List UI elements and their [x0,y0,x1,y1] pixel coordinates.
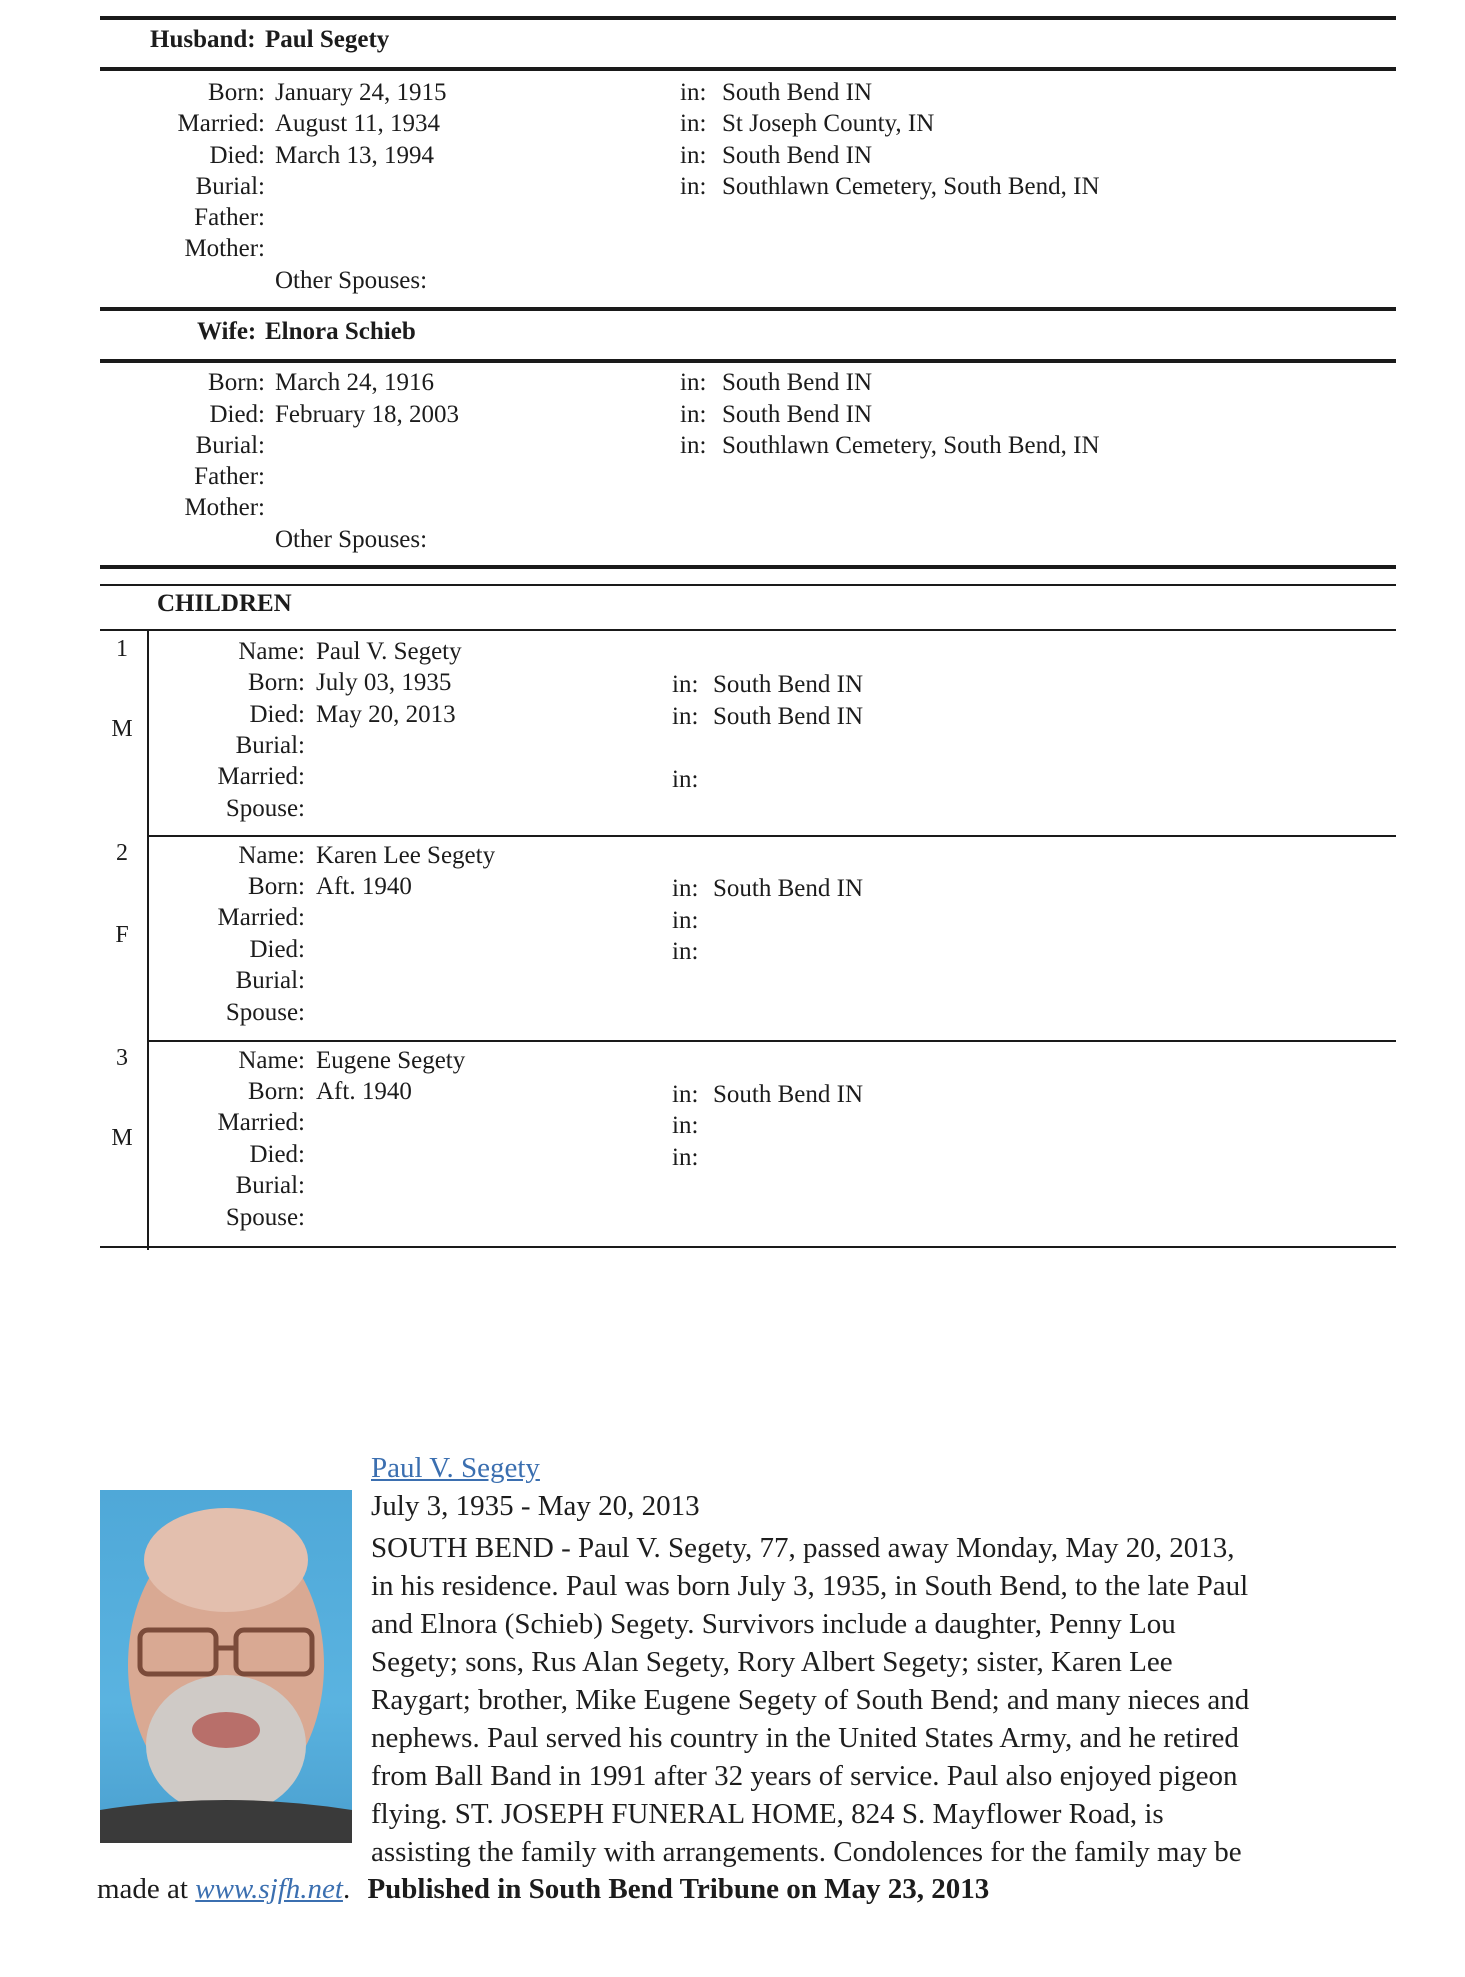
wife-burial-in: in: [680,432,707,459]
wife-born-label: Born: [208,369,265,396]
wife-born-value: March 24, 1916 [275,369,434,396]
wife-name: Elnora Schieb [265,318,416,345]
child-3-spouse-label: Spouse: [225,1204,305,1231]
child-3-born-label: Born: [248,1078,305,1105]
wife-father-label: Father: [194,463,265,490]
child-1-died-value: May 20, 2013 [316,701,456,728]
husband-born-in: in: [680,79,707,106]
child-2-burial-label: Burial: [235,967,305,994]
wife-burial-place: Southlawn Cemetery, South Bend, IN [722,432,1100,459]
child-3-name-value: Eugene Segety [316,1047,466,1074]
obituary-photo [100,1490,352,1843]
published-note: Published in South Bend Tribune on May 23, 2013 [367,1873,990,1905]
child-1-name-label: Name: [238,638,305,665]
period: . [342,1873,351,1905]
child-1-sex: M [111,716,133,742]
husband-father-label: Father: [194,204,265,231]
obituary-line: and Elnora (Schieb) Segety. Survivors include a daughter, Penny Lou [371,1608,1176,1640]
wife-other-spouses: Other Spouses: [275,526,428,553]
wife-mother-label: Mother: [184,494,265,521]
child-2-married-label: Married: [217,904,305,931]
husband-heading-rule [100,67,1396,71]
child-2-born-place: South Bend IN [713,875,863,902]
husband-died-label: Died: [209,142,265,169]
child-1-married-in: in: [672,766,699,793]
child-2-name-value: Karen Lee Segety [316,842,496,869]
wife-born-in: in: [680,369,707,396]
husband-heading-label: Husband: [150,26,256,53]
obituary-dates: July 3, 1935 - May 20, 2013 [371,1490,700,1522]
husband-mother-label: Mother: [184,235,265,262]
wife-burial-label: Burial: [195,432,265,459]
wife-died-label: Died: [209,401,265,428]
child-3-sex: M [111,1125,133,1151]
obituary-body [371,1529,1401,1871]
wife-died-place: South Bend IN [722,401,872,428]
wife-born-place: South Bend IN [722,369,872,396]
husband-died-in: in: [680,142,707,169]
wife-top-rule [100,307,1396,311]
child-2-bottom-rule [147,1040,1396,1042]
husband-burial-place: Southlawn Cemetery, South Bend, IN [722,173,1100,200]
top-double-rule [100,16,1396,20]
husband-burial-in: in: [680,173,707,200]
child-2-born-value: Aft. 1940 [316,873,412,900]
husband-other-spouses: Other Spouses: [275,267,428,294]
husband-name: Paul Segety [265,26,390,53]
husband-married-label: Married: [177,110,265,137]
husband-died-value: March 13, 1994 [275,142,434,169]
obituary-line: Raygart; brother, Mike Eugene Segety of South Bend; and many nieces and [371,1684,1250,1716]
child-1-born-label: Born: [248,669,305,696]
children-top-rule-thick [100,565,1396,569]
child-3-born-place: South Bend IN [713,1081,863,1108]
obituary-line: nephews. Paul served his country in the United States Army, and he retired [371,1722,1239,1754]
child-3-married-label: Married: [217,1109,305,1136]
child-3-married-in: in: [672,1112,699,1139]
husband-born-label: Born: [208,79,265,106]
child-3-born-value: Aft. 1940 [316,1078,412,1105]
child-3-born-in: in: [672,1081,699,1108]
children-heading: CHILDREN [157,590,292,617]
child-3-burial-label: Burial: [235,1172,305,1199]
child-1-burial-label: Burial: [235,732,305,759]
child-2-sex: F [115,922,129,948]
child-1-died-label: Died: [249,701,305,728]
child-2-born-label: Born: [248,873,305,900]
child-2-died-label: Died: [249,936,305,963]
obituary-line: assisting the family with arrangements. Condolences for the family may be [371,1836,1242,1868]
obituary-line: SOUTH BEND - Paul V. Segety, 77, passed away Monday, May 20, 2013, [371,1532,1235,1564]
child-1-died-place: South Bend IN [713,703,863,730]
wife-heading-label: Wife: [197,318,257,345]
child-3-died-label: Died: [249,1141,305,1168]
children-top-rule-thin [100,584,1396,586]
child-1-born-in: in: [672,671,699,698]
child-2-spouse-label: Spouse: [225,999,305,1026]
children-bottom-rule [100,1246,1396,1248]
child-3-number: 3 [116,1045,128,1071]
husband-died-place: South Bend IN [722,142,872,169]
child-1-name-value: Paul V. Segety [316,638,462,665]
child-1-bottom-rule [147,835,1396,837]
obituary-name-link[interactable]: Paul V. Segety [371,1452,540,1484]
husband-married-in: in: [680,110,707,137]
child-2-born-in: in: [672,875,699,902]
husband-married-value: August 11, 1934 [275,110,441,137]
child-1-born-place: South Bend IN [713,671,863,698]
obituary-last-line [97,1873,989,1906]
husband-married-place: St Joseph County, IN [722,110,935,137]
child-1-born-value: July 03, 1935 [316,669,452,696]
website-link[interactable]: www.sjfh.net [195,1873,343,1905]
husband-born-value: January 24, 1915 [275,79,447,106]
child-2-name-label: Name: [238,842,305,869]
child-1-number: 1 [116,636,128,662]
child-3-died-in: in: [672,1144,699,1171]
child-2-died-in: in: [672,938,699,965]
obituary-line: in his residence. Paul was born July 3, 1935, in South Bend, to the late Paul [371,1570,1249,1602]
wife-died-in: in: [680,401,707,428]
children-heading-rule [100,629,1396,631]
wife-died-value: February 18, 2003 [275,401,459,428]
child-2-married-in: in: [672,907,699,934]
child-3-name-label: Name: [238,1047,305,1074]
child-2-number: 2 [116,840,128,866]
wife-heading-rule [100,359,1396,363]
obituary-line: from Ball Band in 1991 after 32 years of service. Paul also enjoyed pigeon [371,1760,1238,1792]
obituary-line: flying. ST. JOSEPH FUNERAL HOME, 824 S. Mayflower Road, is [371,1798,1164,1830]
husband-born-place: South Bend IN [722,79,872,106]
child-1-married-label: Married: [217,763,305,790]
obituary-line: Segety; sons, Rus Alan Segety, Rory Albert Segety; sister, Karen Lee [371,1646,1173,1678]
husband-burial-label: Burial: [195,173,265,200]
portrait-image [100,1490,352,1843]
made-at-text: made at [97,1873,188,1905]
child-1-died-in: in: [672,703,699,730]
child-1-spouse-label: Spouse: [225,795,305,822]
